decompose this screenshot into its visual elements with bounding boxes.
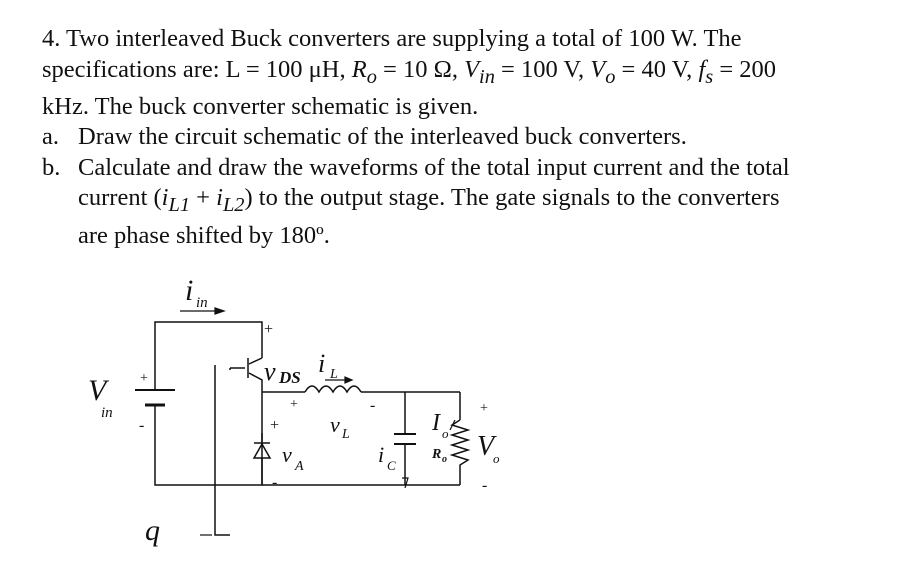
r-symbol: R xyxy=(351,55,367,83)
problem-line-2 xyxy=(42,55,882,92)
part-b-line-3: are phase shifted by 180º. xyxy=(78,221,330,249)
vds-plus-sign: + xyxy=(264,321,274,338)
il1-symbol: i xyxy=(161,184,169,212)
r-o-label: R xyxy=(432,447,442,462)
part-b-label: b. xyxy=(42,153,61,181)
source-plus-sign: + xyxy=(140,371,148,386)
part-a-label: a. xyxy=(42,123,59,151)
vin-symbol: V xyxy=(464,55,480,83)
buck-converter-schematic xyxy=(70,268,530,558)
spec-text-2: = 10 Ω, xyxy=(376,55,465,83)
part-a-text: Draw the circuit schematic of the interleaved buck converters. xyxy=(78,123,687,151)
i-c-subscript: C xyxy=(387,458,396,473)
i-o-subscript: o xyxy=(442,426,449,441)
v-ds-subscript: DS xyxy=(279,368,301,387)
part-a xyxy=(42,122,882,153)
il1-subscript: L1 xyxy=(168,194,191,217)
plus-sign: + xyxy=(190,184,217,212)
resistor-symbol xyxy=(452,420,468,470)
part-b-text-2: ) to the output stage. The gate signals to the converters xyxy=(244,184,780,212)
i-o-label: I xyxy=(432,410,440,436)
i-in-label: i xyxy=(185,274,194,307)
i-l-subscript: L xyxy=(330,367,338,382)
fs-symbol: f xyxy=(698,55,706,83)
v-l-label: v xyxy=(330,412,340,437)
v-a-label: v xyxy=(282,442,292,467)
vl-plus-sign: + xyxy=(290,397,298,412)
va-plus-sign: + xyxy=(270,417,280,434)
vo-plus-sign: + xyxy=(480,401,488,416)
va-minus-sign: - xyxy=(272,474,278,491)
spec-text-5: = 200 xyxy=(713,55,777,83)
i-in-subscript: in xyxy=(196,295,208,311)
spec-text-4: = 40 V, xyxy=(615,55,699,83)
vo-symbol: V xyxy=(590,55,606,83)
i-l-label: i xyxy=(318,349,326,378)
fs-subscript: s xyxy=(705,65,714,88)
il2-subscript: L2 xyxy=(222,194,245,217)
vin-subscript: in xyxy=(479,65,495,88)
source-minus-sign: - xyxy=(139,417,145,434)
part-b-line-2 xyxy=(42,183,882,220)
vo-subscript: o xyxy=(605,65,616,88)
q-label: q xyxy=(145,514,160,547)
capacitor-symbol xyxy=(394,434,416,444)
problem-statement xyxy=(42,24,882,251)
v-in-label: V xyxy=(88,374,107,407)
problem-line-3: kHz. The buck converter schematic is given. xyxy=(42,92,479,120)
v-o-subscript: o xyxy=(493,451,500,466)
part-b-line-1: Calculate and draw the waveforms of the total input current and the total xyxy=(78,153,790,181)
vl-minus-sign: - xyxy=(370,397,376,414)
r-o-subscript: o xyxy=(442,454,447,465)
dc-source-symbol xyxy=(135,390,175,405)
vds-minus-sign: - xyxy=(266,384,271,399)
v-l-subscript: L xyxy=(342,427,350,442)
vo-minus-sign: - xyxy=(482,477,488,494)
il2-symbol: i xyxy=(216,184,223,212)
current-arrows xyxy=(180,308,455,535)
spec-text-1: specifications are: L = 100 μH, xyxy=(42,55,352,83)
problem-line-1: 4. Two interleaved Buck converters are supplying a total of 100 W. The xyxy=(42,25,742,52)
part-b-text-1: current ( xyxy=(78,184,162,212)
v-ds-label: v xyxy=(264,357,276,386)
v-o-label: V xyxy=(477,431,495,462)
part-b xyxy=(42,153,882,184)
i-c-label: i xyxy=(378,442,385,467)
v-a-subscript: A xyxy=(295,459,304,474)
r-subscript: o xyxy=(366,65,377,88)
spec-text-3: = 100 V, xyxy=(494,55,591,83)
v-in-subscript: in xyxy=(101,405,113,421)
schematic-wiring xyxy=(155,322,460,535)
schematic-svg xyxy=(70,268,530,558)
